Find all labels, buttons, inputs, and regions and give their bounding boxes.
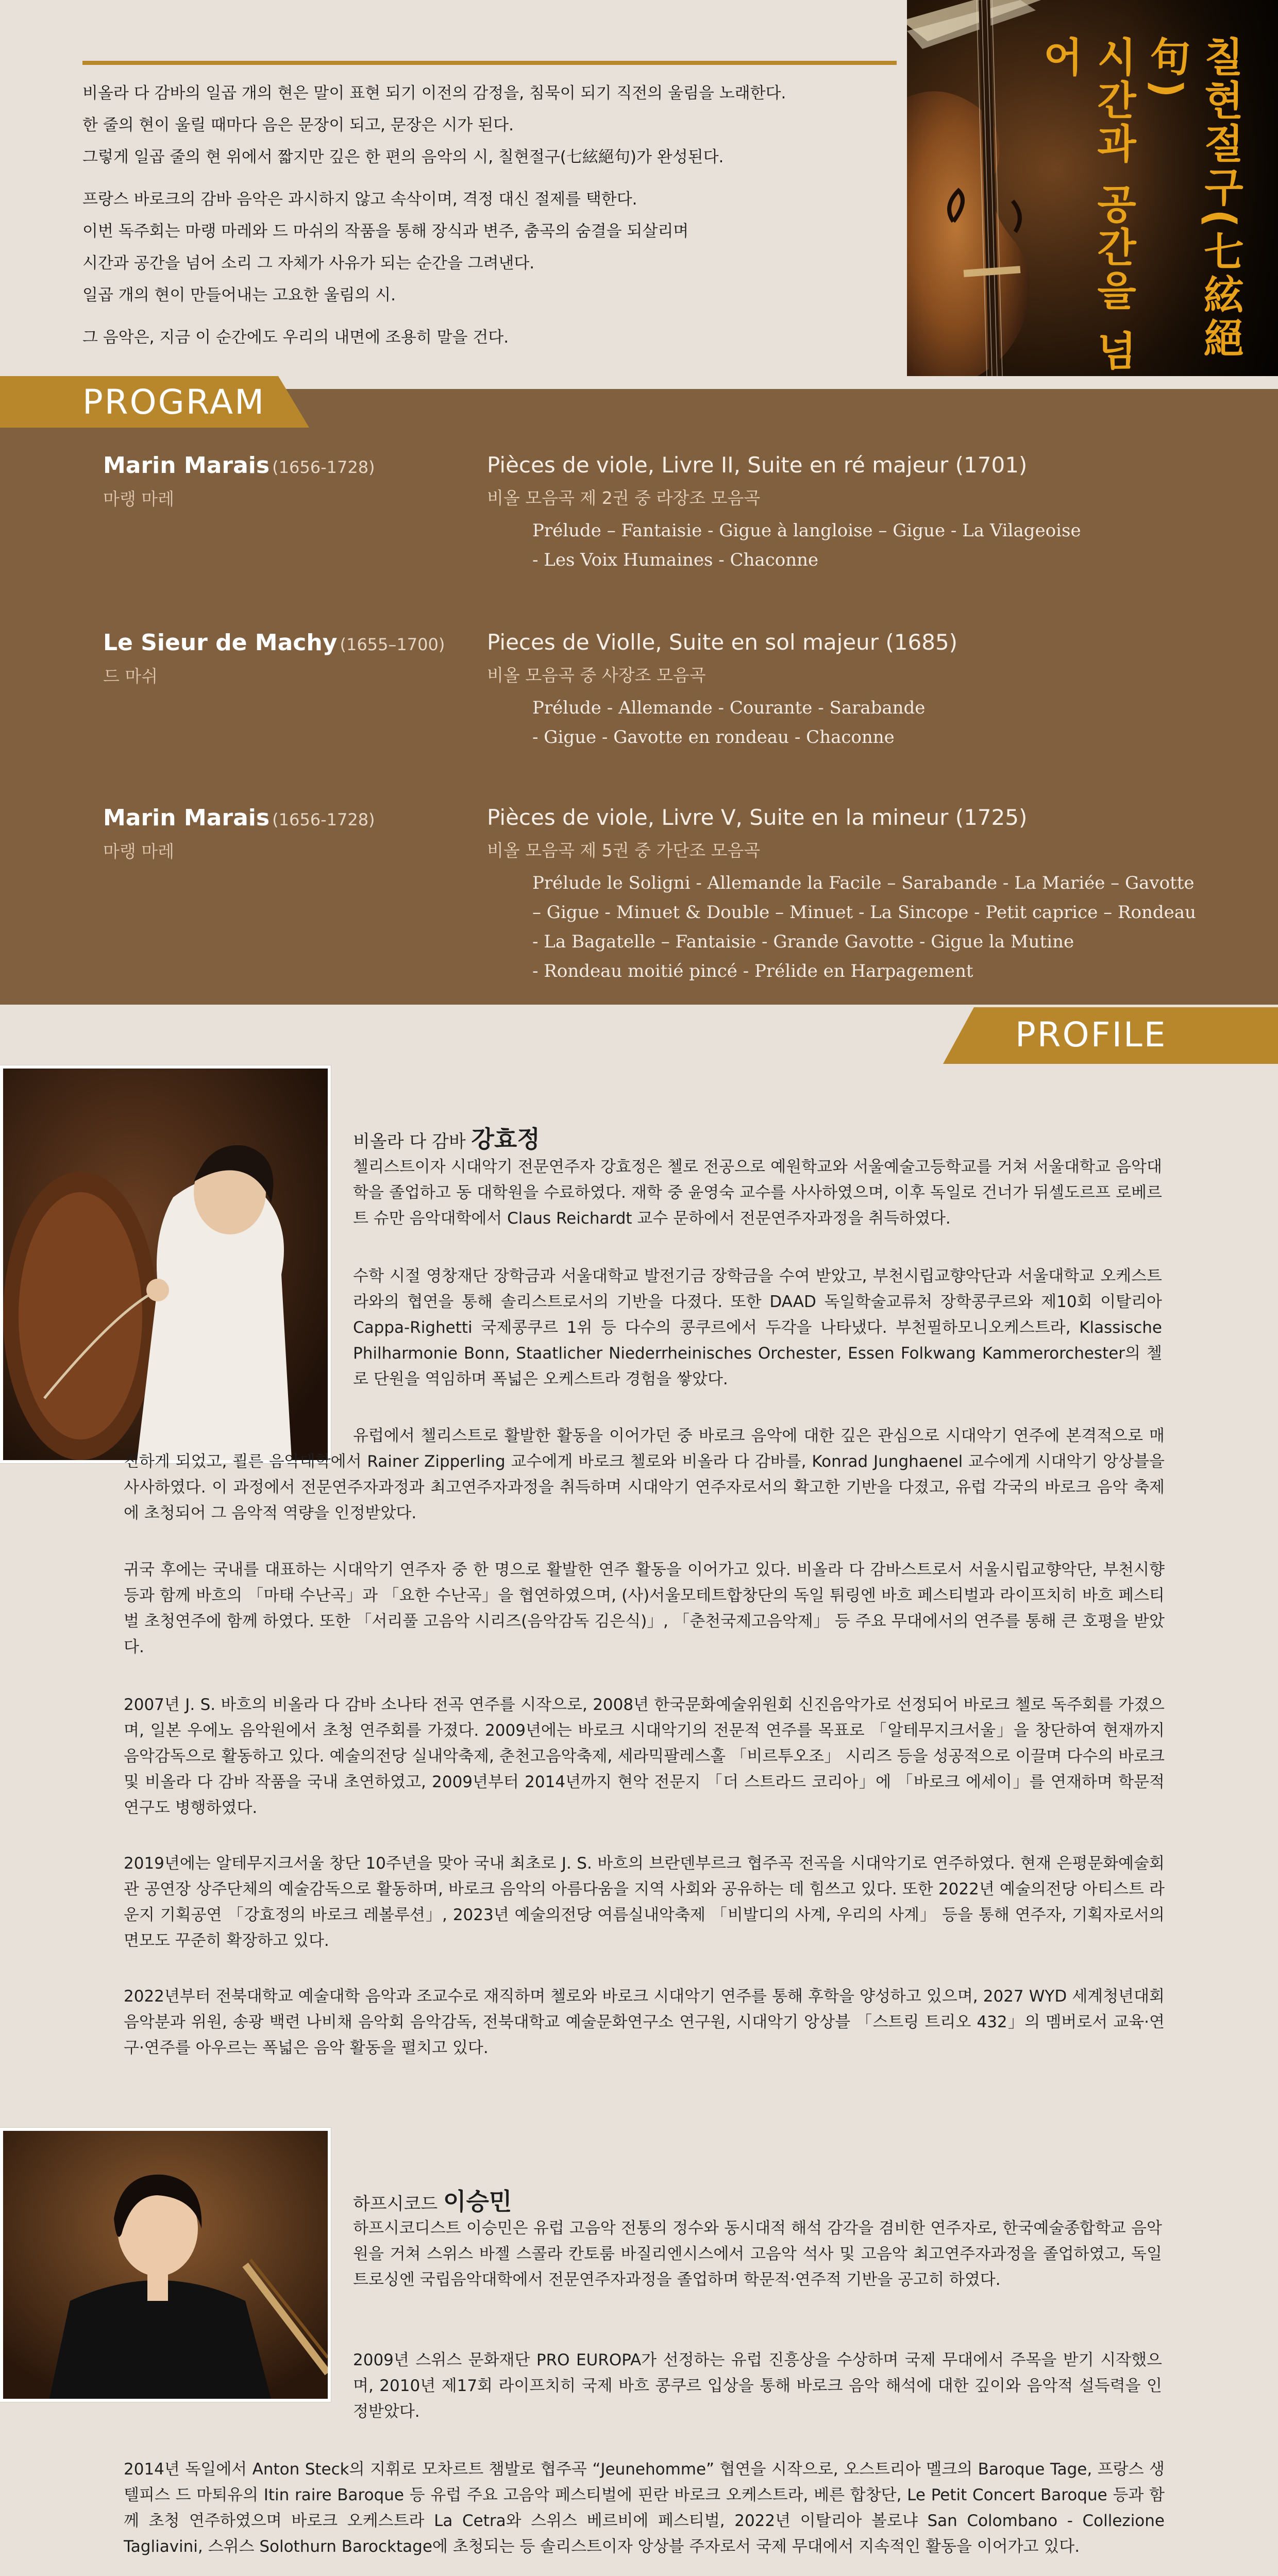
hero-title xyxy=(1033,36,1247,376)
composer-name: Marin Marais xyxy=(103,452,270,479)
work-title-kr: 비올 모음곡 제 2권 중 라장조 모음곡 xyxy=(487,488,761,508)
performer-1-bio-p1: 첼리스트이자 시대악기 전문연주자 강효정은 첼로 전공으로 예원학교와 서울예술고등학교를 거쳐 서울대학교 음악대학을 졸업하고 동 대학원을 수료하였다. 재학 중 윤영숙 교수를 사사하였으며, 이후 독일로 건너가 뒤셀도르프 로베르트 슈만 음악대학에서 Claus Reichardt 교수 문하에서 전문연주자과정을 취득하였다. xyxy=(353,1158,1162,1228)
program-work-3 xyxy=(487,805,1196,986)
work-title-kr: 비올 모음곡 중 사장조 모음곡 xyxy=(487,665,706,685)
performer-1-bio-p4: 귀국 후에는 국내를 대표하는 시대악기 연주자 중 한 명으로 활발한 연주 활동을 이어가고 있다. 비올라 다 감바스트로서 서울시립교향악단, 부천시향 등과 함께 바흐의 「마태 수난곡」과 「요한 수난곡」을 협연하였으며, (사)서울모테트합창단의 독일 튀링엔 바흐 페스티벌과 라이프치히 바흐 페스티벌 초청연주에 함께 하였다. 또한 「서리풀 고음악 시리즈(음악감독 김은식)」, 「춘천국제고음악제」 등 주요 무대에서의 연주를 통해 큰 호평을 받았다. xyxy=(124,1561,1165,1656)
composer-years: (1656-1728) xyxy=(272,457,375,477)
program-work-2 xyxy=(487,630,957,752)
work-title: Pièces de viole, Livre II, Suite en ré majeur (1701) xyxy=(487,452,1028,478)
intro-divider xyxy=(82,61,897,65)
composer-name: Le Sieur de Machy xyxy=(103,630,338,656)
work-movements: Prélude – Fantaisie - Gigue à langloise – Gigue - La Vilageoise - Les Voix Humaines - Chaconne xyxy=(532,520,1081,570)
cellist-photo-illustration xyxy=(3,1069,328,1460)
performer-name: 이승민 xyxy=(443,2188,512,2215)
intro-paragraph-1: 비올라 다 감바의 일곱 개의 현은 말이 표현 되기 이전의 감정을, 침묵이 되기 직전의 울림을 노래한다. 한 줄의 현이 울릴 때마다 음은 문장이 되고, 문장은 시가 된다. 그렇게 일곱 줄의 현 위에서 짧지만 깊은 한 편의 음악의 시, 칠현절구(七絃絕句)가 완성된다. xyxy=(82,84,786,166)
performer-1-bio-p7: 2022년부터 전북대학교 예술대학 음악과 조교수로 재직하며 첼로와 바로크 시대악기 연주를 통해 후학을 양성하고 있으며, 2027 WYD 세계청년대회 음악분과 위원, 송광 백련 나비채 음악회 음악감독, 전북대학교 예술문화연구소 연구원, 시대악기 앙상블 「스트링 트리오 432」의 멤버로서 교육·연구·연주를 아우르는 폭넓은 음악 활동을 펼치고 있다. xyxy=(124,1987,1165,2057)
program-composer-2 xyxy=(103,630,445,687)
performer-role: 하프시코드 xyxy=(353,2194,438,2214)
performer-name: 강효정 xyxy=(471,1125,540,1153)
work-title-kr: 비올 모음곡 제 5권 중 가단조 모음곡 xyxy=(487,840,761,860)
composer-years: (1656-1728) xyxy=(272,810,375,829)
work-title: Pièces de viole, Livre V, Suite en la mineur (1725) xyxy=(487,805,1028,830)
composer-name-kr: 마랭 마레 xyxy=(103,489,175,509)
composer-name-kr: 드 마쉬 xyxy=(103,666,158,686)
hero-image-viola-da-gamba xyxy=(907,0,1278,376)
performer-1-bio-p5: 2007년 J. S. 바흐의 비올라 다 감바 소나타 전곡 연주를 시작으로, 2008년 한국문화예술위원회 신진음악가로 선정되어 바로크 첼로 독주회를 가졌으며, 일본 우에노 음악원에서 초청 연주회를 가졌다. 2009년에는 바로크 시대악기의 전문적 연주를 목표로 「알테무지크서울」을 창단하여 현재까지 음악감독으로 활동하고 있다. 예술의전당 실내악축제, 춘천고음악축제, 세라믹팔레스홀 「비르투오조」 시리즈 등을 성공적으로 이끌며 다수의 바로크 및 비올라 다 감바 작품을 국내 초연하였고, 2009년부터 2014년까지 현악 전문지 「더 스트라드 코리아」에 「바로크 에세이」를 연재하며 학문적 연구도 병행하였다. xyxy=(124,1696,1165,1817)
performer-1-bio-p2: 수학 시절 영창재단 장학금과 서울대학교 발전기금 장학금을 수여 받았고, 부천시립교향악단과 서울대학교 오케스트라와의 협연을 통해 솔리스트로서의 기반을 다졌다. 또한 DAAD 독일학술교류처 장학콩쿠르와 제10회 이탈리아 Cappa-Righetti 국제콩쿠르 1위 등 다수의 콩쿠르에서 두각을 나타냈다. 부천필하모니오케스트라, Klassische Philharmonie Bonn, Staatlicher Niederrheinisches Orchester, Essen Folkwang Kammerorchester의 첼로 단원을 역임하며 폭넓은 오케스트라 경험을 쌓았다. xyxy=(353,1267,1162,1388)
performer-2-bio-p3: 2014년 독일에서 Anton Steck의 지휘로 모차르트 챔발로 협주곡 “Jeunehomme” 협연을 시작으로, 오스트리아 멜크의 Baroque Tage, 프랑스 생텔피스 드 마퇴유의 Itin raire Baroque 등 유럽 주요 고음악 페스티벌에 핀란 바로크 오케스트라, 베른 합창단, Le Petit Concert Baroque 등과 함께 초청 연주하였으며 바로크 오케스트라 La Cetra와 스위스 베르비에 페스티벌, 2022년 이탈리아 볼로냐 San Colombano - Collezione Tagliavini, 스위스 Solothurn Barocktage에 초청되는 등 솔리스트이자 앙상블 주자로서 국제 무대에서 지속적인 활동을 이어가고 있다. xyxy=(124,2460,1165,2556)
work-title: Pieces de Violle, Suite en sol majeur (1685) xyxy=(487,630,958,655)
performer-1-photo xyxy=(0,1065,331,1463)
performer-2-name xyxy=(353,2183,512,2217)
performer-1-bio-p6: 2019년에는 알테무지크서울 창단 10주년을 맞아 국내 최초로 J. S. 바흐의 브란덴부르크 협주곡 전곡을 시대악기로 연주하였다. 현재 은평문화예술회관 공연장 상주단체의 예술감독으로 활동하며, 바로크 음악의 아름다움을 지역 사회와 공유하는 데 힘쓰고 있다. 또한 2022년 예술의전당 아티스트 라운지 기획공연 「강효정의 바로크 레볼루션」, 2023년 예술의전당 여름실내악축제 「비발디의 사계, 우리의 사계」 등을 통해 연주자, 기획자로서의 면모도 꾸준히 확장하고 있다. xyxy=(124,1854,1165,1950)
intro-paragraph-3: 그 음악은, 지금 이 순간에도 우리의 내면에 조용히 말을 건다. xyxy=(82,328,509,347)
performer-2-bio-p2: 2009년 스위스 문화재단 PRO EUROPA가 선정하는 유럽 진흥상을 수상하며 국제 무대에서 주목을 받기 시작했으며, 2010년 제17회 라이프치히 국제 바흐 콩쿠르 입상을 통해 바로크 음악 해석에 대한 깊이와 음악적 설득력을 인정받았다. xyxy=(353,2351,1162,2421)
composer-years: (1655–1700) xyxy=(340,635,445,654)
program-composer-1 xyxy=(103,452,375,510)
program-heading: PROGRAM xyxy=(82,382,266,422)
work-movements: Prélude - Allemande - Courante - Sarabande - Gigue - Gavotte en rondeau - Chaconne xyxy=(532,698,926,748)
performer-role: 비올라 다 감바 xyxy=(353,1131,466,1152)
intro-paragraph-2: 프랑스 바로크의 감바 음악은 과시하지 않고 속삭이며, 격정 대신 절제를 택한다. 이번 독주회는 마랭 마레와 드 마쉬의 작품을 통해 장식과 변주, 춤곡의 숨결을 되살리며 시간과 공간을 넘어 소리 그 자체가 사유가 되는 순간을 그려낸다. 일곱 개의 현이 만들어내는 고요한 울림의 시. xyxy=(82,190,689,304)
intro-text xyxy=(82,77,886,364)
hero-title-line-1: 칠현절구(七絃絕句) xyxy=(1144,36,1243,361)
hero-title-line-2: 시간과 공간을 넘어 xyxy=(1036,36,1136,374)
composer-name: Marin Marais xyxy=(103,805,270,831)
harpsichordist-photo-illustration xyxy=(3,2131,328,2399)
program-composer-3 xyxy=(103,805,375,862)
performer-2-bio-p1: 하프시코디스트 이승민은 유럽 고음악 전통의 정수와 동시대적 해석 감각을 겸비한 연주자로, 한국예술종합학교 음악원을 거쳐 스위스 바젤 스콜라 칸토룸 바질리엔시스에서 고음악 석사 및 고음악 최고연주자과정을 졸업하였고, 독일 트로싱엔 국립음악대학에서 전문연주자과정을 졸업하며 학문적·연주적 기반을 공고히 하였다. xyxy=(353,2219,1162,2289)
performer-1-bio-p3: 유럽에서 첼리스트로 활발한 활동을 이어가던 중 바로크 음악에 대한 깊은 관심으로 시대악기 연주에 본격적으로 매진하게 되었고, 쾰른 음악대학에서 Rainer Zipperling 교수에게 바로크 첼로와 비올라 다 감바를, Konrad Junghaenel 교수에게 시대악기 앙상블을 사사하였다. 이 과정에서 전문연주자과정과 최고연주자과정을 취득하며 시대악기 연주자로서의 확고한 기반을 다졌고, 유럽 각국의 바로크 음악 축제에 초청되어 그 음악적 역량을 인정받았다. xyxy=(124,1427,1165,1522)
program-work-1 xyxy=(487,452,1081,575)
performer-2-photo xyxy=(0,2128,331,2402)
performer-1-name xyxy=(353,1121,540,1155)
composer-name-kr: 마랭 마레 xyxy=(103,841,175,861)
profile-heading: PROFILE xyxy=(1015,1015,1167,1055)
work-movements: Prélude le Soligni - Allemande la Facile – Sarabande - La Mariée – Gavotte – Gigue - Minuet & Double – Minuet - La Sincope - Petit caprice – Rondeau - La Bagatelle – Fantaisie - Grande Gavotte - Gigue la Mutine - Rondeau moitié pincé - Prélide en Harpagement xyxy=(532,873,1196,981)
